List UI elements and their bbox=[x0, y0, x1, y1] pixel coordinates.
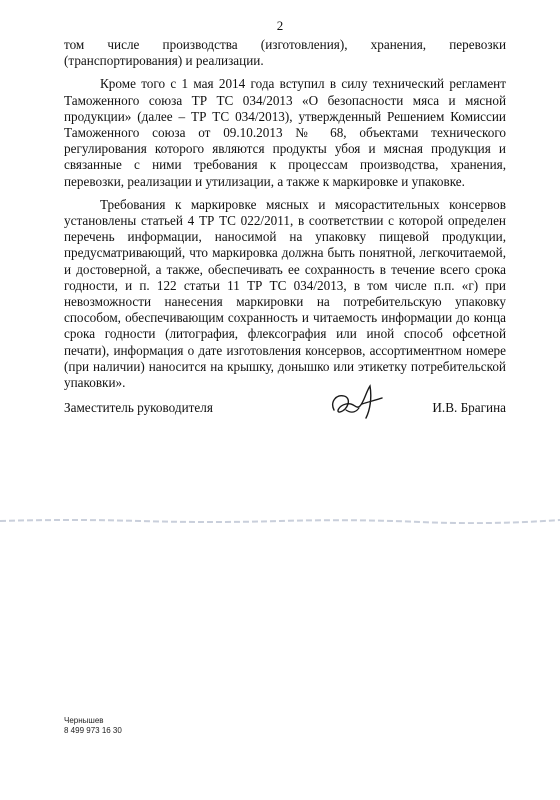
executor-footer bbox=[64, 716, 122, 736]
paragraph-regulation: Кроме того с 1 мая 2014 года вступил в силу технический регламент Таможенного союза ТР ТС 034/2013 «О безопасности мяса и мясной продукции» (далее – ТР ТС 034/2013), утвержденный Решением Комиссии Таможенного союза от 09.10.2013 № 68, объектами технического регулирования которого являются продукты убоя и мясная продукция и связанные с ними требования к процессам производства, хранения, перевозки, реализации и утилизации, а также к маркировке и упаковке. bbox=[64, 76, 506, 189]
paragraph-labeling-requirements: Требования к маркировке мясных и мясорастительных консервов установлены статьей 4 ТР ТС 022/2011, в соответствии с которой определен перечень информации, наносимой на упаковку пищевой продукции, предусматривающий, что маркировка должна быть понятной, легкочитаемой, и достоверной, а также, обеспечивать ее сохранность в течение всего срока годности, и п. 122 статьи 11 ТР ТС 034/2013, в том числе п.п. «г) при невозможности нанесения маркировки на потребительскую упаковку способом, обеспечивающим сохранность и читаемость информации до конца срока годности (литография, флексография или иной способ офсетной печати), информация о дате изготовления консервов, ассортиментном номере (при наличии) наносится на крышку, донышко или этикетку потребительской упаковки». bbox=[64, 196, 506, 391]
signatory-name: И.В. Брагина bbox=[432, 400, 506, 415]
letter-body bbox=[64, 37, 506, 398]
handwritten-signature bbox=[326, 380, 390, 424]
signatory-title: Заместитель руководителя bbox=[64, 400, 213, 415]
page-number: 2 bbox=[276, 18, 284, 33]
signature-block bbox=[64, 388, 506, 428]
scan-artifact bbox=[0, 518, 560, 524]
executor-name: Чернышев bbox=[64, 716, 104, 725]
paragraph-continuation: том числе производства (изготовления), хранения, перевозки (транспортирования) и реализации. bbox=[64, 37, 506, 69]
executor-phone: 8 499 973 16 30 bbox=[64, 726, 122, 735]
